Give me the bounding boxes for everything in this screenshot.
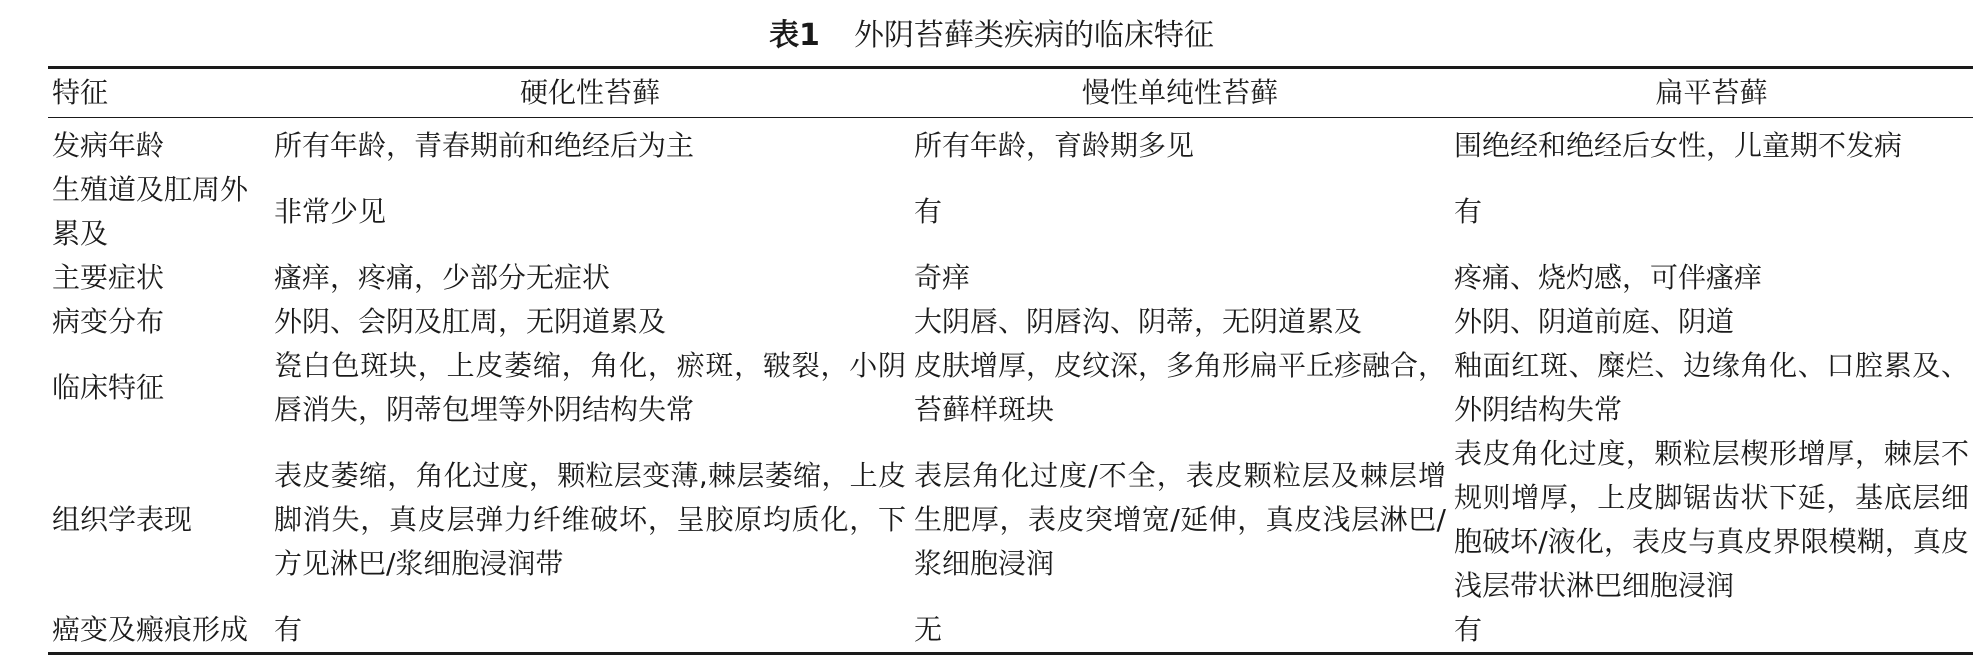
cell-lichen-planus: 釉面红斑、糜烂、边缘角化、口腔累及、外阴结构失常 [1454,349,1969,426]
header-feature: 特征 [52,76,109,109]
cell-lichen-planus: 疼痛、烧灼感，可伴瘙痒 [1454,261,1763,294]
cell-lichen-simplex-chronicus: 皮肤增厚，皮纹深，多角形扁平丘疹融合，苔藓样斑块 [914,349,1447,426]
row-feature-label: 发病年龄 [52,129,165,162]
row-feature-label: 癌变及瘢痕形成 [52,613,249,646]
cell-lichen-planus: 围绝经和绝经后女性，儿童期不发病 [1454,129,1903,162]
cell-lichen-simplex-chronicus: 奇痒 [914,261,971,294]
cell-lichen-sclerosus: 有 [274,613,303,646]
row-feature-label: 主要症状 [52,261,165,294]
cell-lichen-sclerosus: 表皮萎缩，角化过度，颗粒层变薄,棘层萎缩，上皮脚消失，真皮层弹力纤维破坏，呈胶原均质化，下方见淋巴/浆细胞浸润带 [274,459,906,580]
table-row [48,256,1973,300]
row-feature-label: 临床特征 [52,371,165,404]
cell-lichen-planus: 表皮角化过度，颗粒层楔形增厚，棘层不规则增厚，上皮脚锯齿状下延，基底层细胞破坏/液化，表皮与真皮界限模糊，真皮浅层带状淋巴细胞浸润 [1454,437,1969,602]
cell-lichen-simplex-chronicus: 有 [914,195,943,228]
cell-lichen-sclerosus: 外阴、会阴及肛周，无阴道累及 [274,305,667,338]
cell-lichen-sclerosus: 瘙痒，疼痛，少部分无症状 [274,261,611,294]
cell-lichen-sclerosus: 所有年龄，青春期前和绝经后为主 [274,129,695,162]
cell-lichen-planus: 有 [1454,195,1483,228]
table-header-row [48,68,1973,118]
table-row [48,118,1973,169]
table-row [48,168,1973,256]
table-row [48,300,1973,344]
row-feature-label: 生殖道及肛周外累及 [52,173,249,250]
table-caption [0,14,1983,58]
header-lichen-planus: 扁平苔藓 [1655,76,1768,109]
table-row [48,608,1973,654]
clinical-features-table [48,66,1973,655]
cell-lichen-simplex-chronicus: 所有年龄，育龄期多见 [914,129,1195,162]
cell-lichen-planus: 外阴、阴道前庭、阴道 [1454,305,1735,338]
header-lichen-sclerosus: 硬化性苔藓 [519,76,660,109]
cell-lichen-simplex-chronicus: 表层角化过度/不全，表皮颗粒层及棘层增生肥厚，表皮突增宽/延伸，真皮浅层淋巴/浆细胞浸润 [914,459,1446,580]
header-lichen-simplex-chronicus: 慢性单纯性苔藓 [1081,76,1278,109]
table-row [48,432,1973,608]
cell-lichen-sclerosus: 非常少见 [274,195,387,228]
table-row [48,344,1973,432]
cell-lichen-planus: 有 [1454,613,1483,646]
row-feature-label: 组织学表现 [52,503,193,536]
cell-lichen-sclerosus: 瓷白色斑块，上皮萎缩，角化，瘀斑，皲裂，小阴唇消失，阴蒂包埋等外阴结构失常 [274,349,906,426]
cell-lichen-simplex-chronicus: 无 [914,613,943,646]
row-feature-label: 病变分布 [52,305,165,338]
table-caption-label: 表1 [769,18,820,53]
table-caption-title: 外阴苔藓类疾病的临床特征 [853,18,1214,53]
cell-lichen-simplex-chronicus: 大阴唇、阴唇沟、阴蒂，无阴道累及 [914,305,1363,338]
